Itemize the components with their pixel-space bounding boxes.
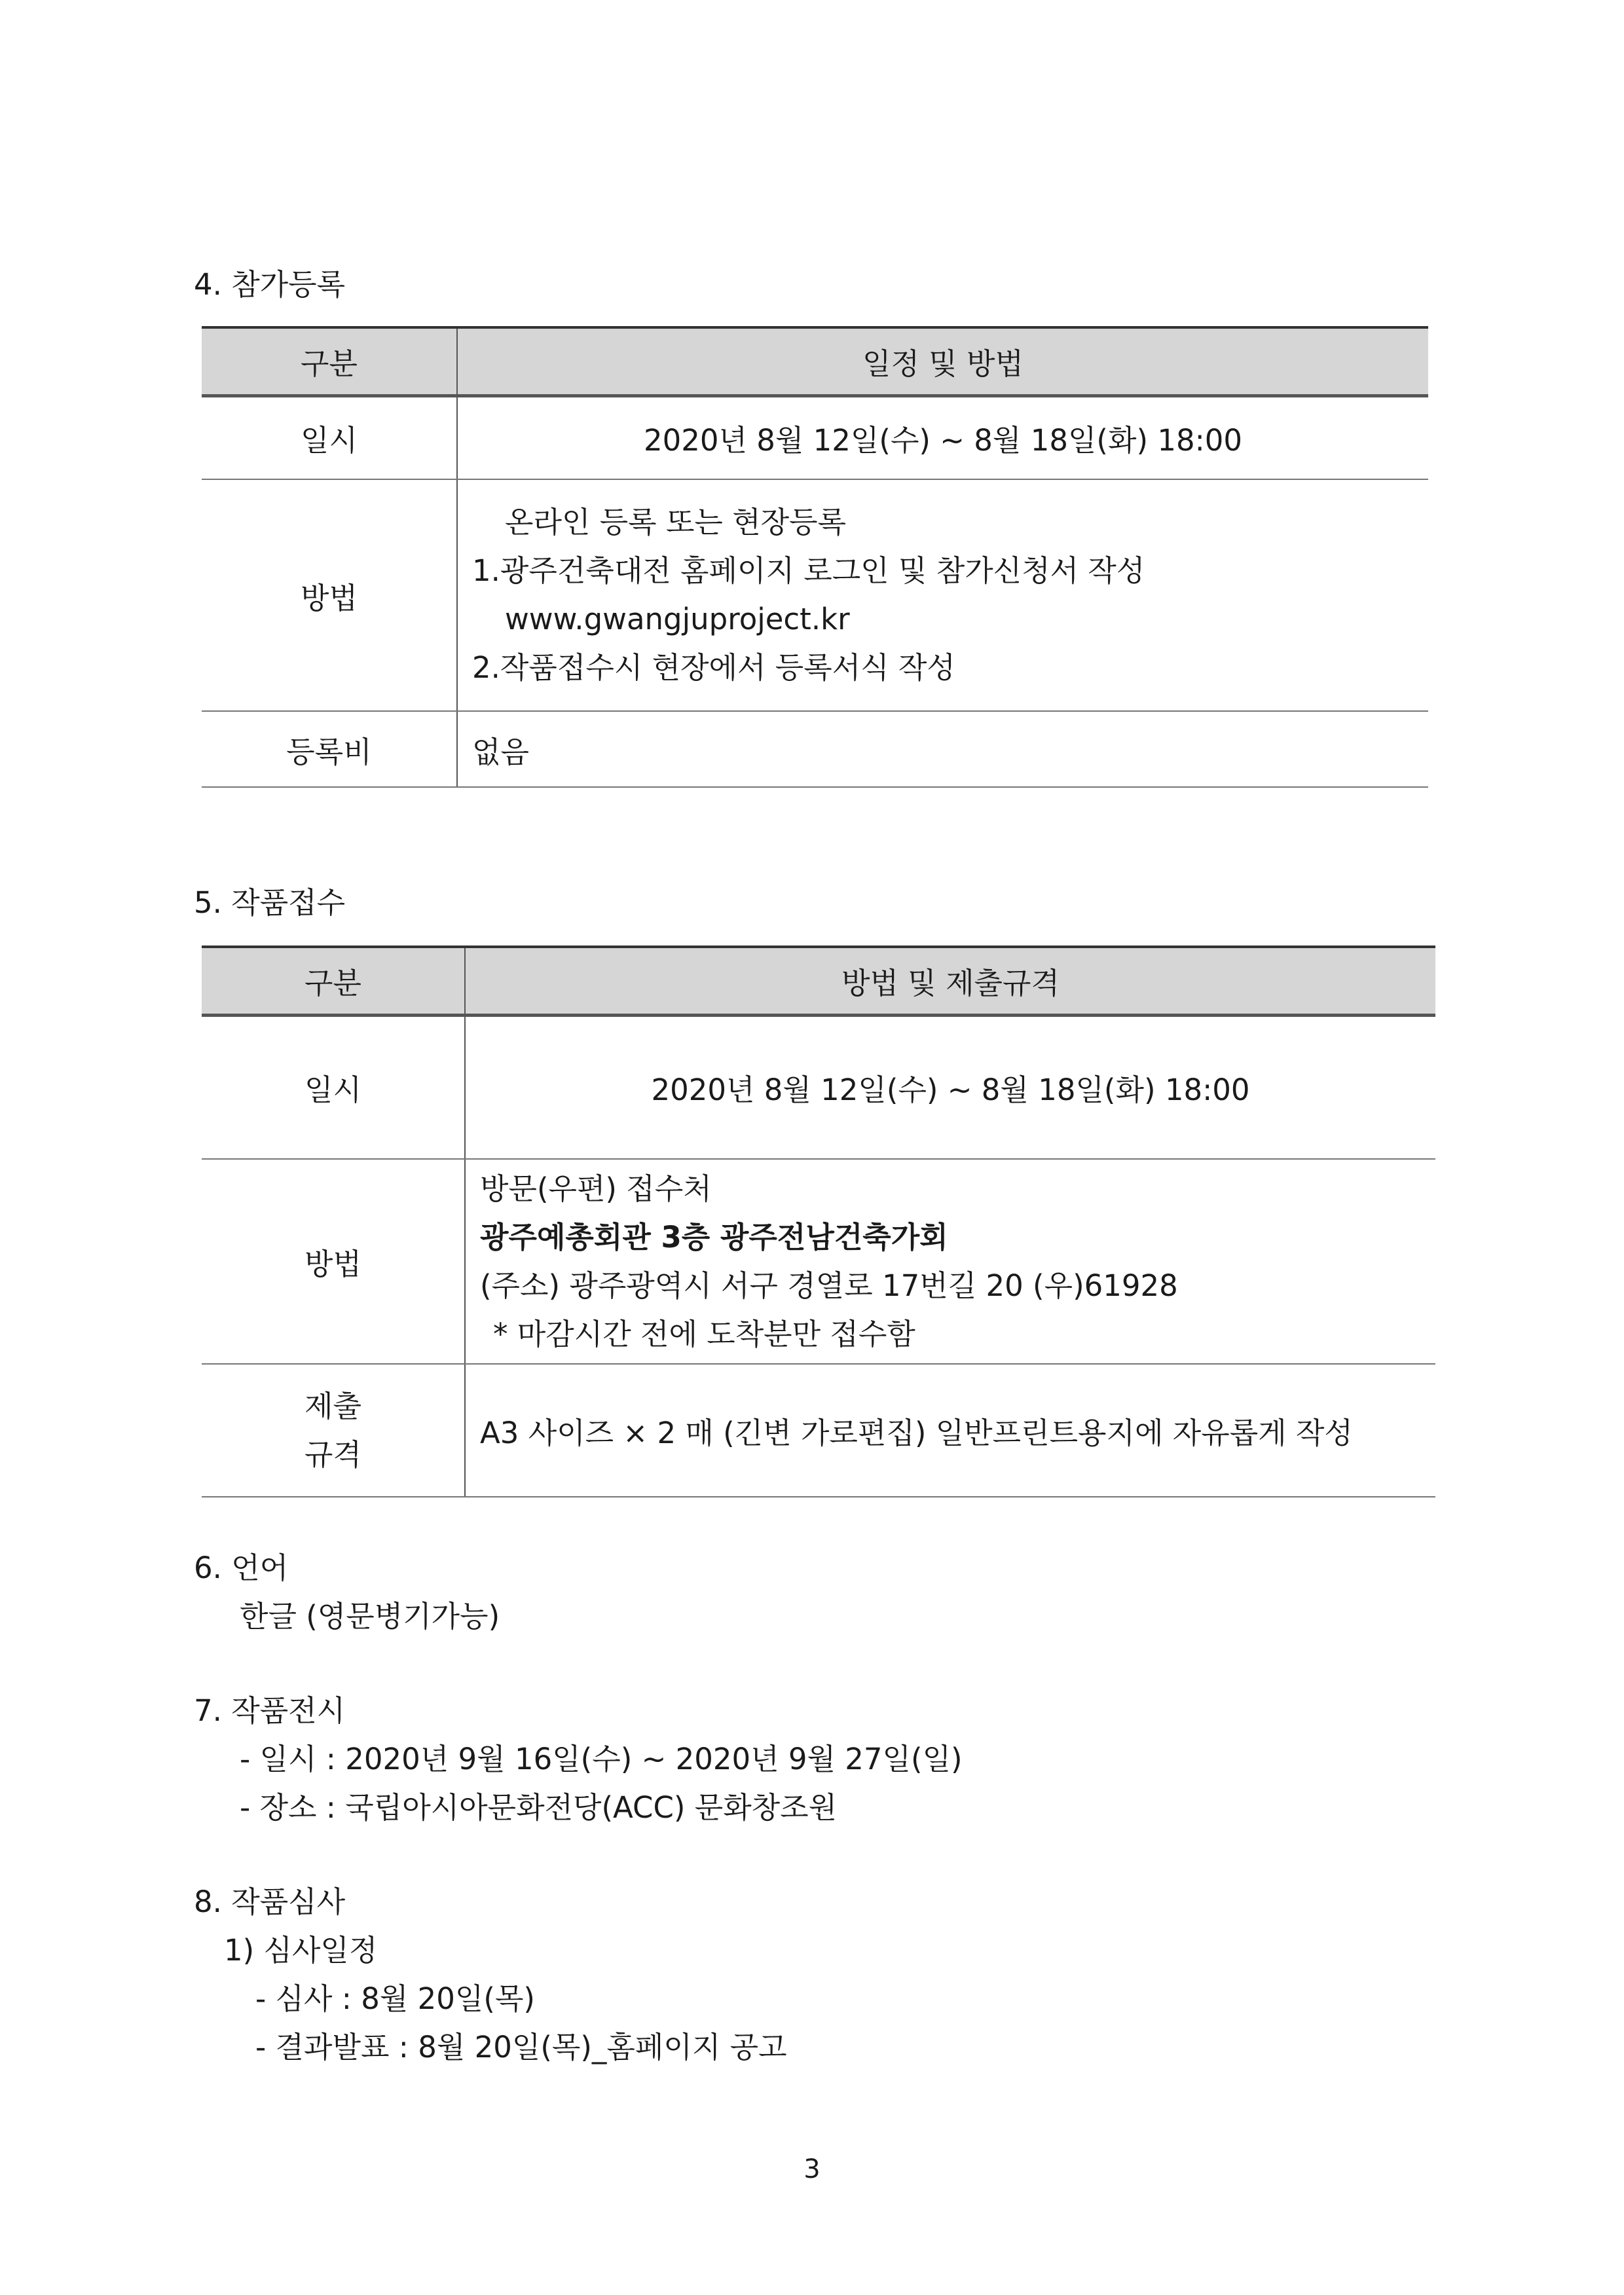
submission-table	[202, 946, 1435, 1497]
section-judging	[194, 1878, 787, 2072]
section-exhibition	[194, 1687, 963, 1832]
registration-table	[202, 326, 1428, 788]
row-label	[202, 1364, 465, 1497]
text-line: - 심사 : 8월 20일(목)	[255, 1981, 535, 2016]
row-value	[465, 1159, 1435, 1364]
section-heading-submission: 5. 작품접수	[194, 885, 346, 920]
table-row	[202, 1159, 1435, 1364]
table-row	[202, 1364, 1435, 1497]
sub-heading: 1) 심사일정	[224, 1933, 378, 1968]
table-row	[202, 479, 1428, 711]
section-heading-exhibition: 7. 작품전시	[194, 1693, 346, 1728]
text-line: 온라인 등록 또는 현장등록	[505, 505, 847, 540]
row-label: 일시	[202, 1015, 465, 1159]
column-header: 구분	[202, 327, 457, 395]
table-row	[202, 1015, 1435, 1159]
text-line: 2.작품접수시 현장에서 등록서식 작성	[472, 650, 955, 685]
row-value: 2020년 8월 12일(수) ~ 8월 18일(화) 18:00	[457, 395, 1428, 479]
url-text: www.gwangjuproject.kr	[505, 602, 850, 636]
section-language	[194, 1544, 500, 1641]
text-line: - 장소 : 국립아시아문화전당(ACC) 문화창조원	[240, 1790, 838, 1825]
column-header: 구분	[202, 947, 465, 1015]
text-line: - 결과발표 : 8월 20일(목)_홈페이지 공고	[255, 2030, 787, 2065]
table-row	[202, 395, 1428, 479]
address-text: (주소) 광주광역시 서구 경열로 17번길 20 (우)61928	[480, 1268, 1178, 1303]
section-heading-judging: 8. 작품심사	[194, 1884, 346, 1919]
text-line: 한글 (영문병기가능)	[240, 1599, 500, 1634]
section-heading-registration: 4. 참가등록	[194, 267, 346, 302]
row-value: 2020년 8월 12일(수) ~ 8월 18일(화) 18:00	[465, 1015, 1435, 1159]
note-text: * 마감시간 전에 도착분만 접수함	[493, 1316, 915, 1351]
row-value: A3 사이즈 × 2 매 (긴변 가로편집) 일반프린트용지에 자유롭게 작성	[465, 1364, 1435, 1497]
text-line: 1.광주건축대전 홈페이지 로그인 및 참가신청서 작성	[472, 553, 1145, 588]
page-number: 3	[803, 2154, 821, 2184]
table-row	[202, 711, 1428, 787]
row-label: 방법	[202, 1159, 465, 1364]
table-header-row	[202, 327, 1428, 395]
venue-name: 광주예총회관 3층 광주전남건축가회	[480, 1219, 948, 1255]
row-label: 등록비	[202, 711, 457, 787]
row-value: 없음	[457, 711, 1428, 787]
text-line: - 일시 : 2020년 9월 16일(수) ~ 2020년 9월 27일(일)	[240, 1742, 963, 1776]
column-header: 방법 및 제출규격	[465, 947, 1435, 1015]
table-header-row	[202, 947, 1435, 1015]
row-value	[457, 479, 1428, 711]
row-label: 일시	[202, 395, 457, 479]
column-header: 일정 및 방법	[457, 327, 1428, 395]
row-label-line: 규격	[304, 1437, 361, 1472]
row-label: 방법	[202, 479, 457, 711]
section-heading-language: 6. 언어	[194, 1551, 289, 1585]
row-label-line: 제출	[304, 1388, 361, 1423]
text-line: 방문(우편) 접수처	[480, 1171, 712, 1206]
